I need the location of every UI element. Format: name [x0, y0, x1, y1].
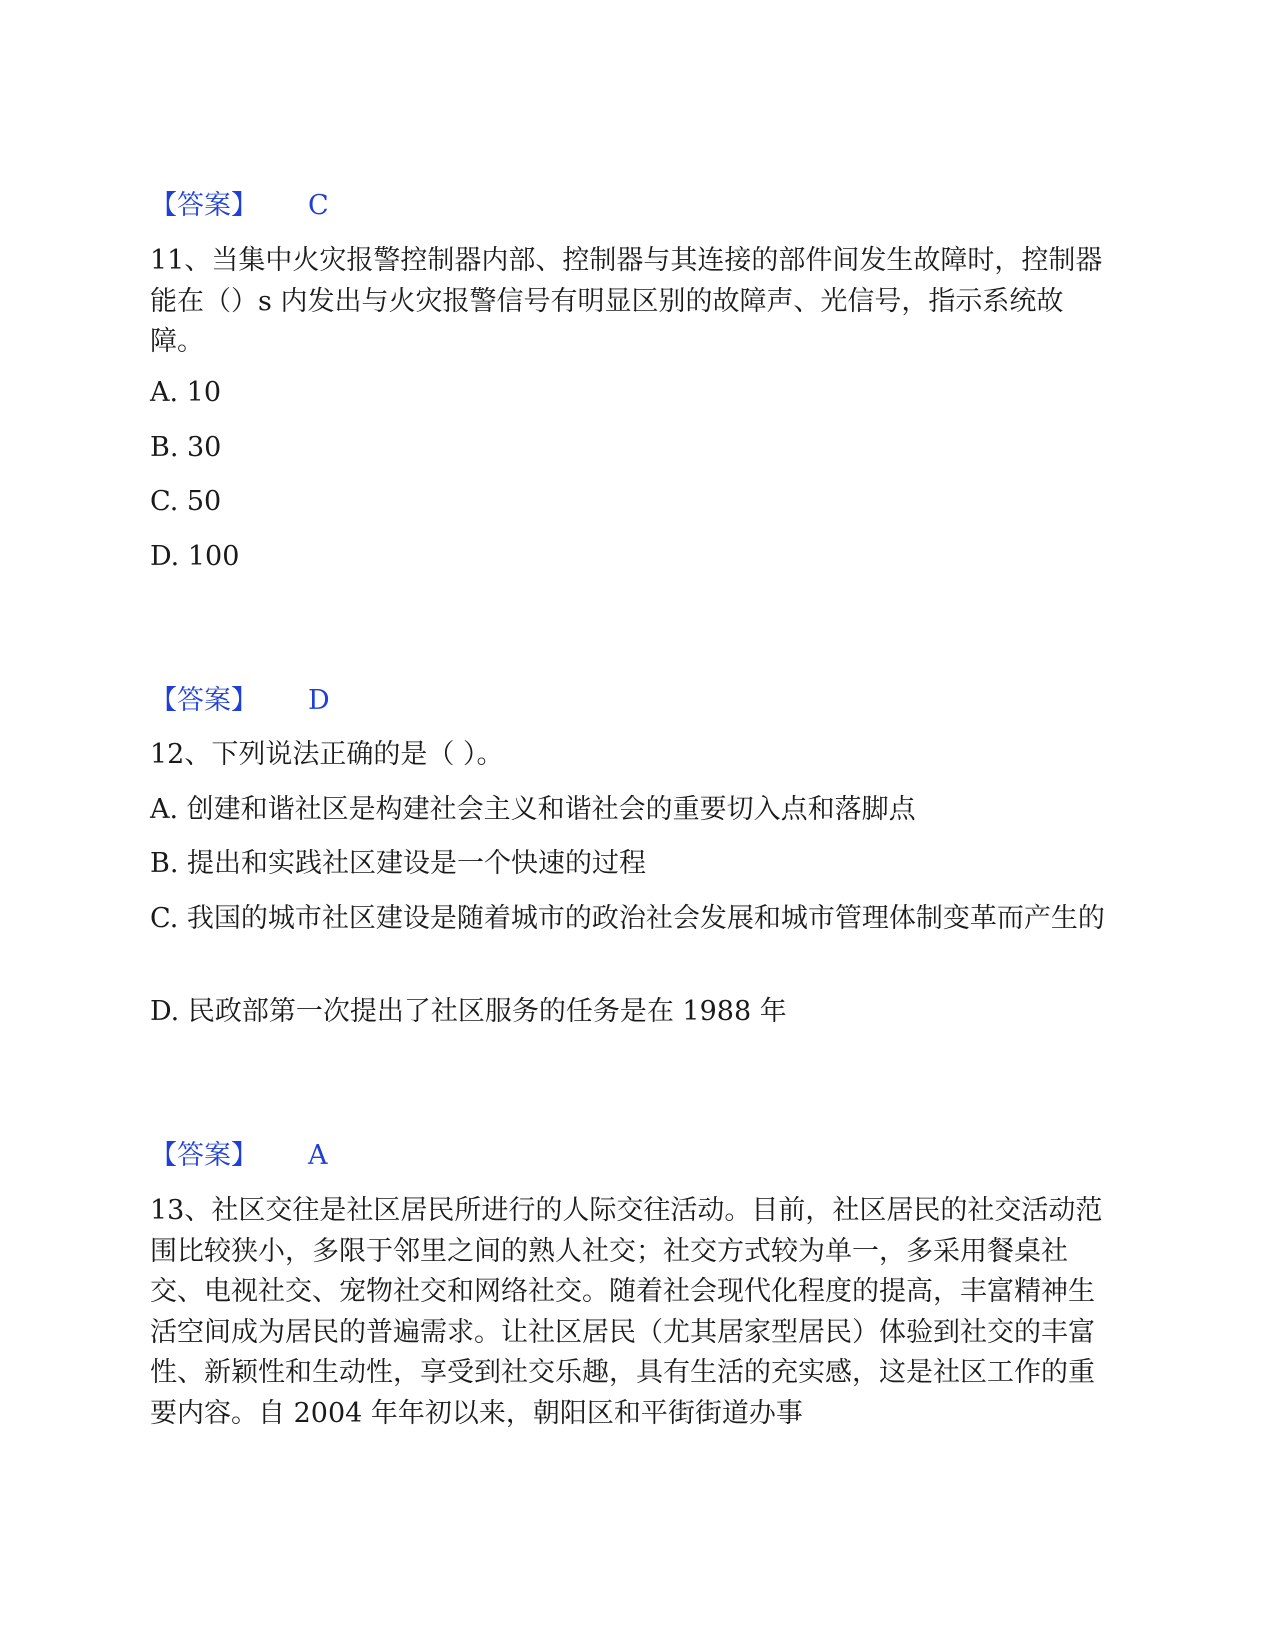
question-11-option-d: D. 100	[150, 541, 240, 572]
question-11-option-b: B. 30	[150, 432, 222, 463]
answer-line-1	[150, 186, 329, 226]
question-12-text: 12、下列说法正确的是（ ）。	[150, 739, 504, 770]
answer-value: C	[308, 190, 329, 221]
question-12-option-a: A. 创建和谐社区是构建社会主义和谐社会的重要切入点和落脚点	[150, 794, 916, 825]
answer-value: A	[308, 1140, 328, 1171]
answer-line-2	[150, 681, 330, 721]
answer-label: 【答案】	[150, 190, 258, 221]
answer-label: 【答案】	[150, 1140, 258, 1171]
question-12-option-d: D. 民政部第一次提出了社区服务的任务是在 1988 年	[150, 996, 787, 1027]
answer-value: D	[308, 685, 330, 716]
answer-label: 【答案】	[150, 685, 258, 716]
question-12-option-c: C. 我国的城市社区建设是随着城市的政治社会发展和城市管理体制变革而产生的	[150, 903, 1105, 934]
question-11-text: 11、当集中火灾报警控制器内部、控制器与其连接的部件间发生故障时，控制器能在（）s 内发出与火灾报警信号有明显区别的故障声、光信号，指示系统故障。	[150, 245, 1103, 357]
question-11-option-c: C. 50	[150, 486, 222, 517]
question-12-option-b: B. 提出和实践社区建设是一个快速的过程	[150, 848, 647, 879]
question-13-text: 13、社区交往是社区居民所进行的人际交往活动。目前，社区居民的社交活动范围比较狭小，多限于邻里之间的熟人社交；社交方式较为单一，多采用餐桌社交、电视社交、宠物社交和网络社交。随着社会现代化程度的提高，丰富精神生活空间成为居民的普遍需求。让社区居民（尤其居家型居民）体验到社交的丰富性、新颖性和生动性，享受到社交乐趣，具有生活的充实感，这是社区工作的重要内容。自 2004 年年初以来，朝阳区和平街街道办事	[150, 1195, 1103, 1429]
answer-line-3	[150, 1136, 328, 1176]
question-11-option-a: A. 10	[150, 377, 222, 408]
